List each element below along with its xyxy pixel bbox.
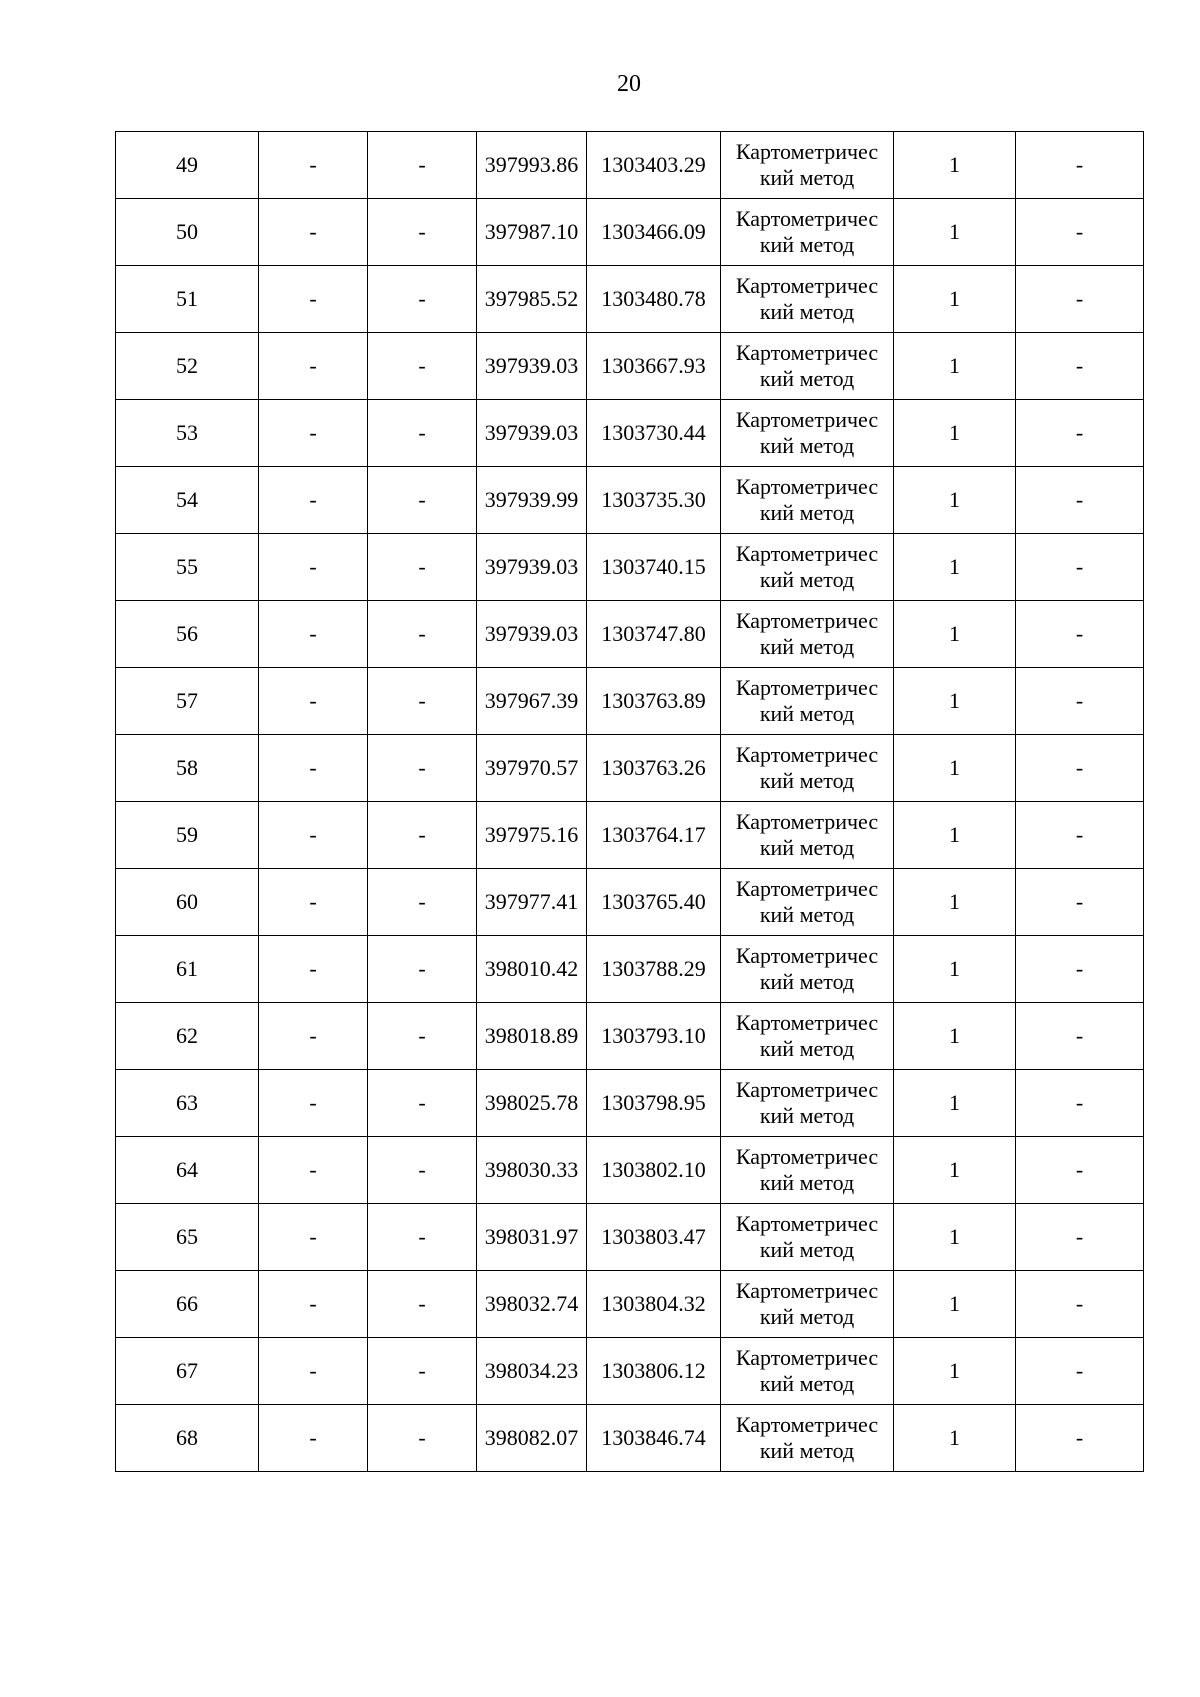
point-number-cell: 64 [116,1137,259,1204]
accuracy-cell: 1 [894,1271,1016,1338]
method-cell [721,802,894,869]
last-column-cell: - [1016,936,1144,1003]
x-coordinate-cell: 397967.39 [477,668,587,735]
last-column-cell: - [1016,400,1144,467]
accuracy-cell: 1 [894,869,1016,936]
method-text-line-1: Картометричес [735,1345,879,1370]
x-coordinate-cell: 398025.78 [477,1070,587,1137]
method-text-line-1: Картометричес [735,1211,879,1236]
last-column-cell: - [1016,668,1144,735]
method-text-line-1: Картометричес [735,608,879,633]
last-column-cell: - [1016,1338,1144,1405]
last-column-cell: - [1016,1204,1144,1271]
method-text-line-2: кий метод [759,500,855,525]
table-row [116,869,1144,936]
x-coordinate-cell: 398018.89 [477,1003,587,1070]
method-text-line-2: кий метод [759,366,855,391]
method-text-line-2: кий метод [759,1237,855,1262]
x-coordinate-cell: 397939.03 [477,601,587,668]
point-number-cell: 57 [116,668,259,735]
method-text-line-2: кий метод [759,701,855,726]
y-coordinate-cell: 1303802.10 [587,1137,721,1204]
last-column-cell: - [1016,1271,1144,1338]
point-number-cell: 54 [116,467,259,534]
column-2-cell: - [259,333,368,400]
x-coordinate-cell: 398082.07 [477,1405,587,1472]
last-column-cell: - [1016,467,1144,534]
x-coordinate-cell: 397993.86 [477,132,587,199]
y-coordinate-cell: 1303730.44 [587,400,721,467]
point-number-cell: 61 [116,936,259,1003]
point-number-cell: 52 [116,333,259,400]
table-row [116,1204,1144,1271]
x-coordinate-cell: 398031.97 [477,1204,587,1271]
x-coordinate-cell: 398010.42 [477,936,587,1003]
point-number-cell: 67 [116,1338,259,1405]
column-2-cell: - [259,1137,368,1204]
table-row [116,735,1144,802]
method-text-line-2: кий метод [759,299,855,324]
method-text-line-2: кий метод [759,1371,855,1396]
method-text-line-1: Картометричес [735,139,879,164]
point-number-cell: 56 [116,601,259,668]
method-text-line-1: Картометричес [735,407,879,432]
point-number-cell: 51 [116,266,259,333]
x-coordinate-cell: 397970.57 [477,735,587,802]
y-coordinate-cell: 1303764.17 [587,802,721,869]
point-number-cell: 59 [116,802,259,869]
column-3-cell: - [368,199,477,266]
method-text-line-2: кий метод [759,1103,855,1128]
y-coordinate-cell: 1303735.30 [587,467,721,534]
table-row [116,1271,1144,1338]
x-coordinate-cell: 397977.41 [477,869,587,936]
point-number-cell: 55 [116,534,259,601]
accuracy-cell: 1 [894,1070,1016,1137]
method-cell [721,936,894,1003]
column-3-cell: - [368,668,477,735]
last-column-cell: - [1016,132,1144,199]
column-3-cell: - [368,132,477,199]
method-text-line-1: Картометричес [735,876,879,901]
method-text-line-1: Картометричес [735,474,879,499]
column-2-cell: - [259,869,368,936]
table-row [116,199,1144,266]
column-2-cell: - [259,936,368,1003]
accuracy-cell: 1 [894,802,1016,869]
column-2-cell: - [259,1003,368,1070]
method-text-line-2: кий метод [759,835,855,860]
x-coordinate-cell: 397987.10 [477,199,587,266]
table-row [116,333,1144,400]
column-2-cell: - [259,467,368,534]
column-2-cell: - [259,1338,368,1405]
method-cell [721,333,894,400]
y-coordinate-cell: 1303667.93 [587,333,721,400]
accuracy-cell: 1 [894,735,1016,802]
x-coordinate-cell: 397939.03 [477,333,587,400]
last-column-cell: - [1016,1137,1144,1204]
accuracy-cell: 1 [894,534,1016,601]
method-text-line-2: кий метод [759,634,855,659]
method-text-line-2: кий метод [759,969,855,994]
method-text-line-1: Картометричес [735,809,879,834]
point-number-cell: 68 [116,1405,259,1472]
method-cell [721,1271,894,1338]
x-coordinate-cell: 398032.74 [477,1271,587,1338]
table-row [116,1003,1144,1070]
table-row [116,467,1144,534]
method-cell [721,1003,894,1070]
method-cell [721,132,894,199]
point-number-cell: 49 [116,132,259,199]
point-number-cell: 65 [116,1204,259,1271]
accuracy-cell: 1 [894,936,1016,1003]
method-cell [721,467,894,534]
method-text-line-1: Картометричес [735,340,879,365]
last-column-cell: - [1016,869,1144,936]
column-3-cell: - [368,266,477,333]
column-3-cell: - [368,1137,477,1204]
table-row [116,1070,1144,1137]
column-2-cell: - [259,1204,368,1271]
column-2-cell: - [259,400,368,467]
table-row [116,400,1144,467]
last-column-cell: - [1016,1405,1144,1472]
method-text-line-2: кий метод [759,1036,855,1061]
accuracy-cell: 1 [894,266,1016,333]
method-text-line-1: Картометричес [735,943,879,968]
coordinates-table [115,131,1144,1472]
column-3-cell: - [368,869,477,936]
y-coordinate-cell: 1303403.29 [587,132,721,199]
table-row [116,266,1144,333]
point-number-cell: 62 [116,1003,259,1070]
last-column-cell: - [1016,266,1144,333]
method-text-line-2: кий метод [759,1438,855,1463]
accuracy-cell: 1 [894,333,1016,400]
x-coordinate-cell: 397939.03 [477,400,587,467]
method-cell [721,266,894,333]
last-column-cell: - [1016,735,1144,802]
method-text-line-1: Картометричес [735,742,879,767]
last-column-cell: - [1016,534,1144,601]
x-coordinate-cell: 398030.33 [477,1137,587,1204]
accuracy-cell: 1 [894,1204,1016,1271]
last-column-cell: - [1016,601,1144,668]
last-column-cell: - [1016,199,1144,266]
y-coordinate-cell: 1303788.29 [587,936,721,1003]
y-coordinate-cell: 1303765.40 [587,869,721,936]
point-number-cell: 53 [116,400,259,467]
accuracy-cell: 1 [894,1003,1016,1070]
table-row [116,534,1144,601]
column-2-cell: - [259,802,368,869]
x-coordinate-cell: 397985.52 [477,266,587,333]
method-cell [721,1338,894,1405]
x-coordinate-cell: 397939.99 [477,467,587,534]
accuracy-cell: 1 [894,1137,1016,1204]
y-coordinate-cell: 1303804.32 [587,1271,721,1338]
column-2-cell: - [259,601,368,668]
method-text-line-2: кий метод [759,165,855,190]
accuracy-cell: 1 [894,668,1016,735]
column-3-cell: - [368,1405,477,1472]
y-coordinate-cell: 1303806.12 [587,1338,721,1405]
method-text-line-1: Картометричес [735,1278,879,1303]
y-coordinate-cell: 1303793.10 [587,1003,721,1070]
column-3-cell: - [368,802,477,869]
method-cell [721,1070,894,1137]
method-text-line-2: кий метод [759,768,855,793]
method-cell [721,869,894,936]
accuracy-cell: 1 [894,1405,1016,1472]
point-number-cell: 50 [116,199,259,266]
method-cell [721,1405,894,1472]
method-text-line-2: кий метод [759,567,855,592]
x-coordinate-cell: 397975.16 [477,802,587,869]
column-2-cell: - [259,1070,368,1137]
y-coordinate-cell: 1303763.89 [587,668,721,735]
table-row [116,936,1144,1003]
column-3-cell: - [368,534,477,601]
method-text-line-2: кий метод [759,433,855,458]
method-text-line-2: кий метод [759,1304,855,1329]
column-3-cell: - [368,936,477,1003]
x-coordinate-cell: 397939.03 [477,534,587,601]
y-coordinate-cell: 1303740.15 [587,534,721,601]
method-cell [721,735,894,802]
last-column-cell: - [1016,333,1144,400]
column-3-cell: - [368,1338,477,1405]
accuracy-cell: 1 [894,132,1016,199]
column-3-cell: - [368,601,477,668]
method-text-line-1: Картометричес [735,1412,879,1437]
method-text-line-1: Картометричес [735,541,879,566]
column-3-cell: - [368,1271,477,1338]
last-column-cell: - [1016,1003,1144,1070]
method-text-line-1: Картометричес [735,1077,879,1102]
point-number-cell: 66 [116,1271,259,1338]
table-row [116,802,1144,869]
accuracy-cell: 1 [894,400,1016,467]
method-text-line-2: кий метод [759,902,855,927]
table-row [116,1338,1144,1405]
method-text-line-2: кий метод [759,232,855,257]
column-2-cell: - [259,266,368,333]
point-number-cell: 63 [116,1070,259,1137]
table-row [116,1137,1144,1204]
column-2-cell: - [259,534,368,601]
column-2-cell: - [259,1405,368,1472]
method-text-line-1: Картометричес [735,1144,879,1169]
method-cell [721,400,894,467]
column-3-cell: - [368,333,477,400]
x-coordinate-cell: 398034.23 [477,1338,587,1405]
method-text-line-2: кий метод [759,1170,855,1195]
column-2-cell: - [259,668,368,735]
y-coordinate-cell: 1303480.78 [587,266,721,333]
accuracy-cell: 1 [894,467,1016,534]
last-column-cell: - [1016,1070,1144,1137]
accuracy-cell: 1 [894,199,1016,266]
method-text-line-1: Картометричес [735,1010,879,1035]
column-2-cell: - [259,735,368,802]
accuracy-cell: 1 [894,601,1016,668]
table-row [116,1405,1144,1472]
column-2-cell: - [259,199,368,266]
point-number-cell: 58 [116,735,259,802]
method-text-line-1: Картометричес [735,206,879,231]
column-2-cell: - [259,132,368,199]
method-cell [721,601,894,668]
column-3-cell: - [368,1204,477,1271]
method-cell [721,199,894,266]
point-number-cell: 60 [116,869,259,936]
method-cell [721,1204,894,1271]
y-coordinate-cell: 1303803.47 [587,1204,721,1271]
method-cell [721,1137,894,1204]
y-coordinate-cell: 1303846.74 [587,1405,721,1472]
accuracy-cell: 1 [894,1338,1016,1405]
column-3-cell: - [368,467,477,534]
method-cell [721,668,894,735]
table-row [116,668,1144,735]
column-2-cell: - [259,1271,368,1338]
y-coordinate-cell: 1303747.80 [587,601,721,668]
table-row [116,132,1144,199]
method-text-line-1: Картометричес [735,273,879,298]
y-coordinate-cell: 1303466.09 [587,199,721,266]
y-coordinate-cell: 1303798.95 [587,1070,721,1137]
column-3-cell: - [368,1003,477,1070]
table-row [116,601,1144,668]
last-column-cell: - [1016,802,1144,869]
column-3-cell: - [368,400,477,467]
method-cell [721,534,894,601]
page-number: 20 [617,71,641,97]
table-body [116,132,1144,1472]
column-3-cell: - [368,1070,477,1137]
y-coordinate-cell: 1303763.26 [587,735,721,802]
column-3-cell: - [368,735,477,802]
method-text-line-1: Картометричес [735,675,879,700]
